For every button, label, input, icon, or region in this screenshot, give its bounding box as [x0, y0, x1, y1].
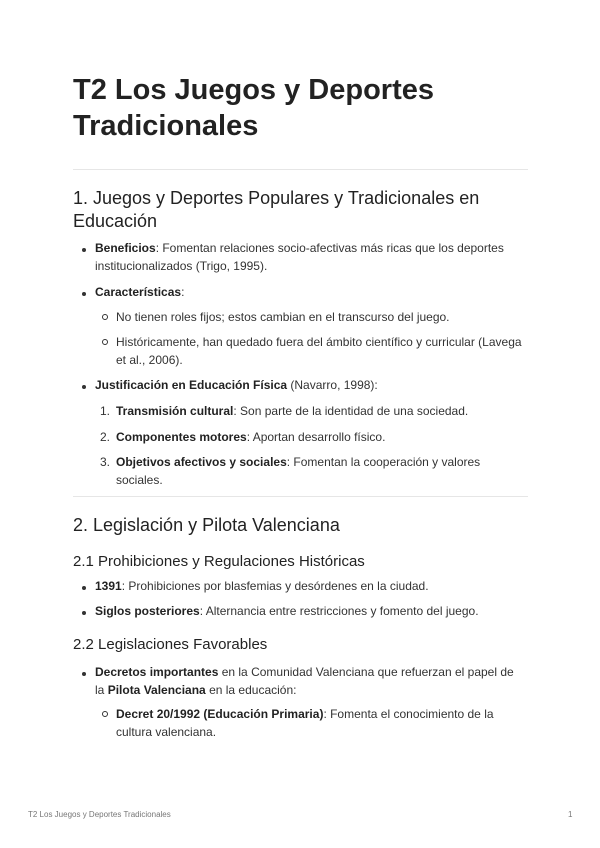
beneficios-label: Beneficios [95, 241, 156, 255]
list-item-just-1 [116, 402, 526, 420]
decretos-label: Decretos importantes [95, 665, 219, 679]
decret-label: Decret 20/1992 (Educación Primaria) [116, 707, 324, 721]
item-siglos-label: Siglos posteriores [95, 604, 200, 618]
section-2-heading: 2. Legislación y Pilota Valenciana [73, 515, 340, 535]
bullet-dot [82, 292, 86, 296]
decretos-label-b: Pilota Valenciana [107, 683, 206, 697]
section-1-heading: 1. Juegos y Deportes Populares y Tradicionales en Educación [73, 188, 480, 231]
decret-text: : Fomenta el conocimiento de la cultura valenciana. [116, 707, 494, 739]
item-1391-label: 1391 [95, 579, 122, 593]
list-item-1391 [95, 577, 525, 595]
list-item-decret [116, 705, 526, 741]
bullet-dot [82, 611, 86, 615]
list-item-car-1: No tienen roles fijos; estos cambian en el transcurso del juego. [116, 310, 450, 324]
bullet-dot [82, 586, 86, 590]
list-item-decretos [95, 663, 525, 699]
bullet-dot [82, 385, 86, 389]
footer-title: T2 Los Juegos y Deportes Tradicionales [28, 810, 171, 819]
list-item-siglos [95, 602, 525, 620]
just-2-text: : Aportan desarrollo físico. [246, 430, 386, 444]
item-siglos-text: : Alternancia entre restricciones y fomento del juego. [199, 604, 479, 618]
just-2-label: Componentes motores [116, 430, 247, 444]
decretos-text-a: en la Comunidad Valenciana que refuerzan el papel de la [95, 665, 514, 697]
caracteristicas-text: : [181, 285, 185, 299]
divider [73, 496, 528, 497]
just-3-label: Objetivos afectivos y sociales [116, 455, 287, 469]
list-item-caracteristicas [95, 283, 515, 301]
just-1-text: : Son parte de la identidad de una sociedad. [233, 404, 469, 418]
list-item-beneficios [95, 239, 515, 275]
bullet-circle [102, 711, 108, 717]
justificacion-label: Justificación en Educación Física [95, 378, 288, 392]
list-item-just-2 [116, 428, 526, 446]
footer-page-number: 1 [568, 810, 573, 819]
item-1391-text: : Prohibiciones por blasfemias y desórdenes en la ciudad. [121, 579, 429, 593]
just-3-text: : Fomentan la cooperación y valores sociales. [116, 455, 481, 487]
bullet-dot [82, 248, 86, 252]
list-item-just-3 [116, 453, 526, 489]
page-title: T2 Los Juegos y Deportes Tradicionales [73, 74, 434, 142]
bullet-dot [82, 672, 86, 676]
list-number: 2. [100, 430, 111, 444]
bullet-circle [102, 339, 108, 345]
list-number: 1. [100, 404, 111, 418]
just-1-label: Transmisión cultural [116, 404, 234, 418]
list-item-car-2: Históricamente, han quedado fuera del ámbito científico y curricular (Lavega et al., 2006). [116, 335, 522, 367]
divider [73, 169, 528, 170]
subsection-2-2-heading: 2.2 Legislaciones Favorables [73, 636, 268, 653]
decretos-text-b: en la educación: [205, 683, 297, 697]
justificacion-text: (Navarro, 1998): [287, 378, 378, 392]
beneficios-text: : Fomentan relaciones socio-afectivas más ricas que los deportes institucionalizados (Trigo, 1995). [95, 241, 504, 273]
list-item-justificacion [95, 376, 515, 394]
caracteristicas-label: Características [95, 285, 182, 299]
subsection-2-1-heading: 2.1 Prohibiciones y Regulaciones Históricas [73, 553, 365, 570]
list-number: 3. [100, 455, 111, 469]
bullet-circle [102, 314, 108, 320]
